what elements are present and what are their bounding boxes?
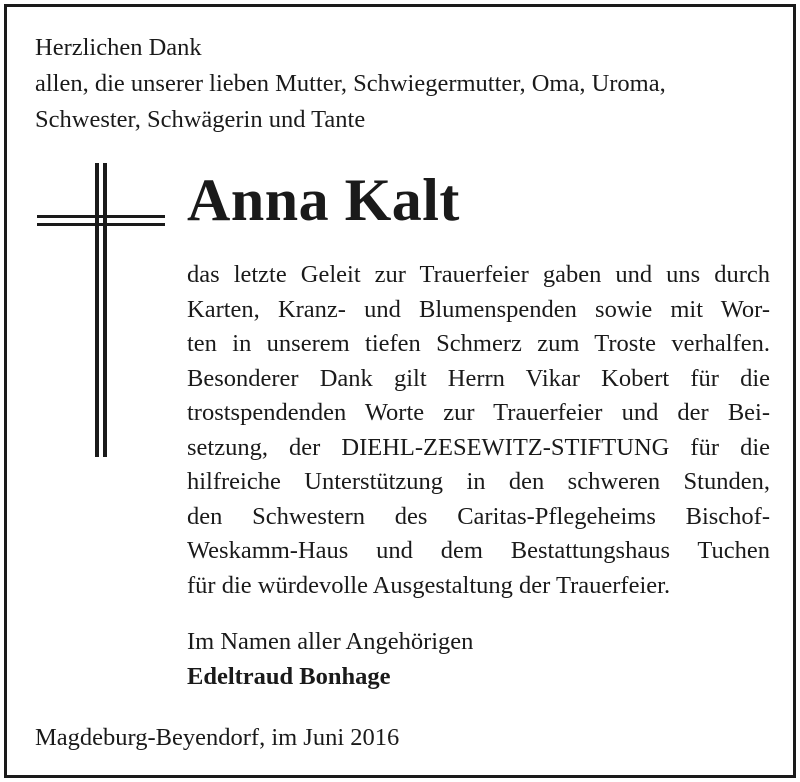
signer-name: Edeltraud Bonhage	[187, 663, 391, 690]
body-line: Besonderer Dank gilt Herrn Vikar Kobert für die	[187, 364, 770, 392]
body-line: den Schwestern des Caritas-Pflegeheims Bischof-	[187, 502, 770, 530]
place-date: Magdeburg-Beyendorf, im Juni 2016	[35, 724, 400, 751]
cross-vertical-line	[103, 163, 107, 457]
intro-line: Schwester, Schwägerin und Tante	[35, 106, 366, 133]
body-line: für die würdevolle Ausgestaltung der Trauerfeier.	[187, 571, 671, 599]
body-line: das letzte Geleit zur Trauerfeier gaben und uns durch	[187, 261, 770, 288]
intro-line: allen, die unserer lieben Mutter, Schwiegermutter, Oma, Uroma,	[35, 70, 666, 97]
obituary-frame	[4, 4, 796, 778]
cross-horizontal-line	[37, 215, 165, 218]
cross-horizontal-line	[37, 223, 165, 226]
body-line: trostspendenden Worte zur Trauerfeier und der Bei-	[187, 399, 770, 426]
thanks-heading: Herzlichen Dank	[35, 34, 202, 61]
body-line: setzung, der DIEHL-ZESEWITZ-STIFTUNG für die	[187, 433, 770, 461]
body-line: ten in unserem tiefen Schmerz zum Troste verhalfen.	[187, 330, 770, 357]
body-line: hilfreiche Unterstützung in den schweren Stunden,	[187, 468, 770, 495]
cross-icon	[37, 163, 167, 465]
body-line: Weskamm-Haus und dem Bestattungshaus Tuchen	[187, 537, 770, 564]
cross-vertical-line	[95, 163, 99, 457]
deceased-name: Anna Kalt	[187, 167, 460, 233]
thanks-body	[187, 258, 770, 603]
on-behalf-line: Im Namen aller Angehörigen	[187, 628, 474, 655]
body-line: Karten, Kranz- und Blumenspenden sowie mit Wor-	[187, 295, 770, 323]
